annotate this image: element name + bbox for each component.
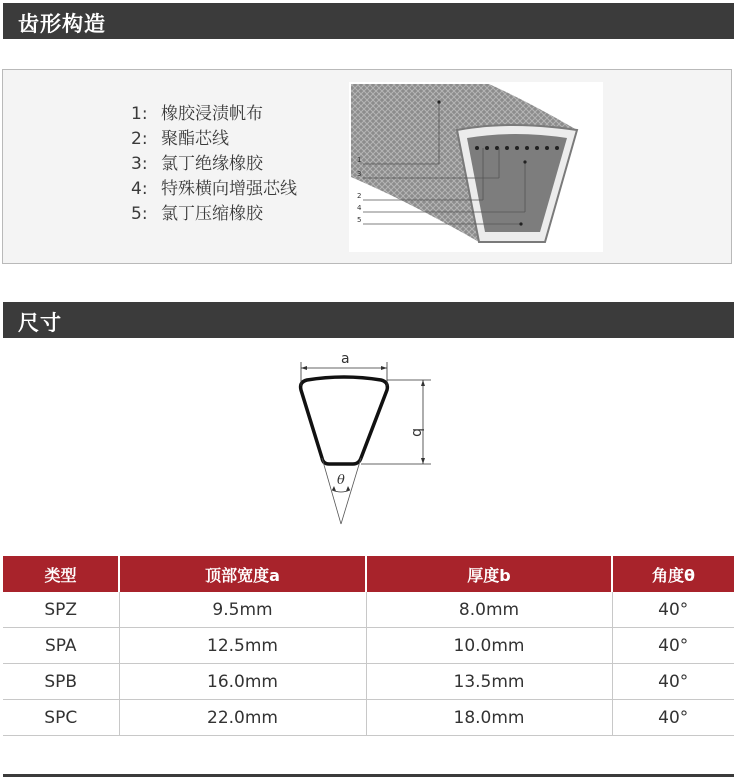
cell-thickness: 10.0mm xyxy=(366,628,612,664)
legend-item: 2: 聚酯芯线 xyxy=(131,129,229,149)
cell-thickness: 13.5mm xyxy=(366,664,612,700)
section-header-structure xyxy=(3,3,734,39)
cell-angle: 40° xyxy=(612,592,734,628)
angle-theta-label: θ xyxy=(337,473,345,488)
cell-thickness: 8.0mm xyxy=(366,592,612,628)
table-header-row xyxy=(3,556,734,592)
section-title: 齿形构造 xyxy=(18,12,106,36)
table-row xyxy=(3,628,734,664)
spec-table xyxy=(3,556,734,736)
structure-panel xyxy=(2,69,732,264)
structure-legend xyxy=(131,102,297,227)
cell-angle: 40° xyxy=(612,628,734,664)
section-header-size xyxy=(3,302,734,338)
belt-cross-section-diagram xyxy=(349,82,603,252)
cell-type: SPB xyxy=(3,664,119,700)
table-row xyxy=(3,592,734,628)
cell-top-width: 22.0mm xyxy=(119,700,366,736)
col-header-top-width: 顶部宽度a xyxy=(119,556,366,592)
cell-thickness: 18.0mm xyxy=(366,700,612,736)
callout-label: 4 xyxy=(357,204,362,212)
cell-top-width: 16.0mm xyxy=(119,664,366,700)
col-header-angle: 角度θ xyxy=(612,556,734,592)
legend-item: 3: 氯丁绝缘橡胶 xyxy=(131,154,263,174)
bottom-divider xyxy=(3,774,734,777)
table-row xyxy=(3,664,734,700)
section-title: 尺寸 xyxy=(18,311,62,335)
legend-item: 5: 氯丁压缩橡胶 xyxy=(131,204,263,224)
cell-type: SPC xyxy=(3,700,119,736)
cell-angle: 40° xyxy=(612,700,734,736)
cell-angle: 40° xyxy=(612,664,734,700)
cell-type: SPZ xyxy=(3,592,119,628)
legend-item: 1: 橡胶浸渍帆布 xyxy=(131,104,263,124)
legend-item: 4: 特殊横向增强芯线 xyxy=(131,179,297,199)
v-belt-dimension-diagram xyxy=(289,346,449,530)
cell-top-width: 9.5mm xyxy=(119,592,366,628)
callout-label: 5 xyxy=(357,216,362,224)
callout-label: 3 xyxy=(357,170,362,178)
dimension-a-label: a xyxy=(341,351,350,367)
dimension-b-label: b xyxy=(409,428,425,437)
table-row xyxy=(3,700,734,736)
cell-top-width: 12.5mm xyxy=(119,628,366,664)
callout-label: 2 xyxy=(357,192,362,200)
col-header-thickness: 厚度b xyxy=(366,556,612,592)
col-header-type: 类型 xyxy=(3,556,119,592)
cell-type: SPA xyxy=(3,628,119,664)
callout-label: 1 xyxy=(357,156,362,164)
